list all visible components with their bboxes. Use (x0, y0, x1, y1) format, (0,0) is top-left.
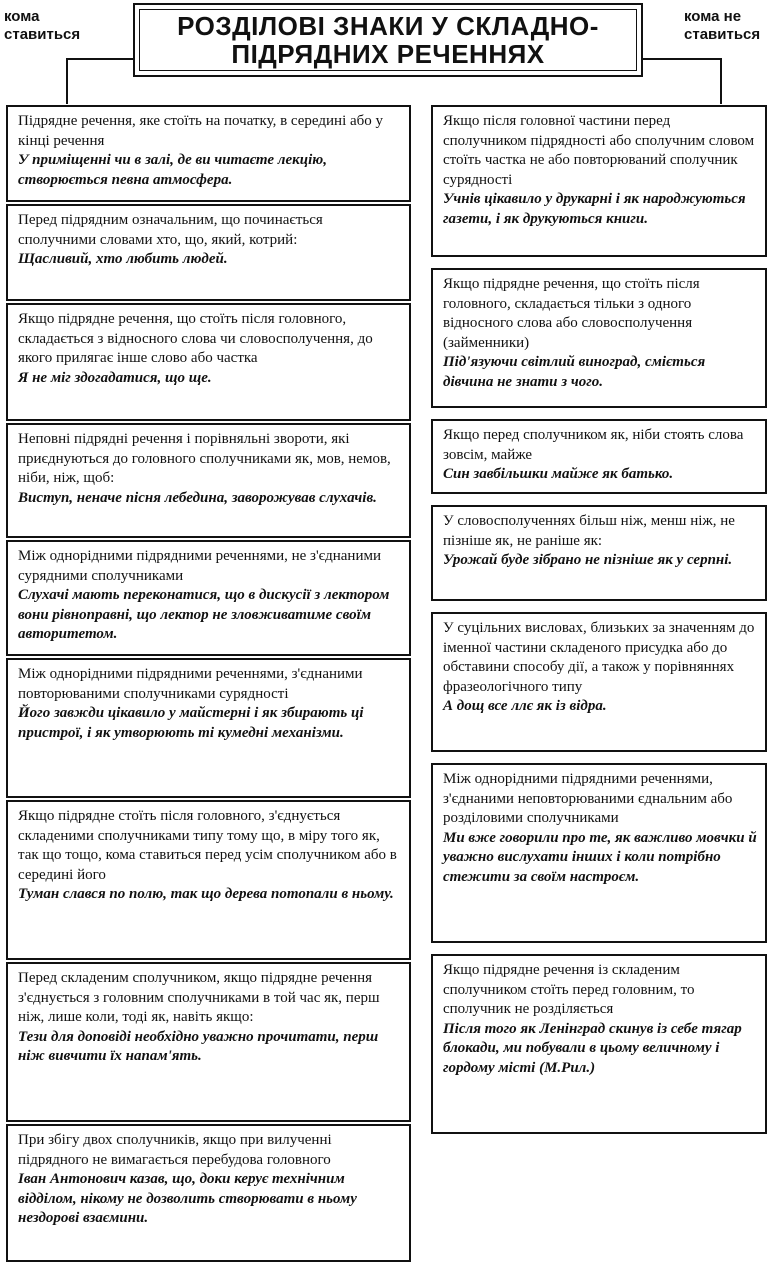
rule-example: Ми вже говорили про те, як важливо мовчки й уважно вислухати інших і коли потрібно стежити за своїм настроєм. (443, 829, 757, 885)
rule-text: Перед підрядним означальним, що починається сполучними словами хто, що, який, котрий: (18, 212, 323, 248)
left-connector (66, 58, 135, 104)
right-connector (643, 58, 722, 104)
left-column (6, 105, 411, 1262)
rule-box (6, 800, 411, 960)
rule-box (431, 954, 767, 1134)
rule-example: Щасливий, хто любить людей. (18, 251, 228, 267)
rule-box (6, 303, 411, 421)
rule-box (6, 962, 411, 1122)
title-line-2: ПІДРЯДНИХ РЕЧЕННЯХ (231, 39, 545, 69)
rule-text: Якщо підрядне речення, що стоїть після головного, складається з відносного слова чи словосполучення, до якого прилягає інше слово або частка (18, 311, 373, 366)
rule-text: Між однорідними підрядними реченнями, з'єднаними неповторюваними єднальним або розділовими сполучниками (443, 771, 733, 826)
rule-box (431, 105, 767, 257)
rule-box (6, 540, 411, 656)
rule-text: Перед складеним сполучником, якщо підрядне речення з'єднується з головним сполучниками в той час як, перш ніж, лише коли, тоді як, навіть якщо: (18, 970, 380, 1025)
rule-text: Якщо перед сполучником як, ніби стоять слова зовсім, майже (443, 427, 744, 463)
left-heading: кома ставиться (4, 8, 81, 43)
page-title (139, 9, 637, 71)
rule-box (431, 612, 767, 752)
rule-text: Якщо підрядне речення із складеним сполучником стоїть перед головним, то сполучник не розділяється (443, 962, 695, 1017)
rule-text: Неповні підрядні речення і порівняльні звороти, які приєднуються до головного сполучниками як, мов, немов, ніби, ніж, щоб: (18, 431, 391, 486)
rule-box (6, 1124, 411, 1262)
rule-box (431, 763, 767, 943)
rule-example: Слухачі мають переконатися, що в дискусії з лектором вони рівноправні, що лектор не зловживатиме своїм авторитетом. (18, 587, 390, 642)
rule-box (431, 419, 767, 494)
rule-text: Між однорідними підрядними реченнями, з'єднаними повторюваними сполучниками сурядності (18, 666, 363, 702)
rule-example: Урожай буде зібрано не пізніше як у серпні. (443, 552, 733, 568)
rule-text: Якщо підрядне речення, що стоїть після головного, складається тільки з одного відносного слова або словосполучення (займенники) (443, 276, 700, 351)
rule-example: Тези для доповіді необхідно уважно прочитати, перш ніж вивчити їх напам'ять. (18, 1028, 379, 1064)
rule-box (431, 505, 767, 601)
title-line-1: РОЗДІЛОВІ ЗНАКИ У СКЛАДНО- (177, 11, 599, 41)
rule-text: Якщо після головної частини перед сполучником підрядності або сполучним словом стоїть частка не або повторюваний сполучник сурядності (443, 113, 755, 188)
rule-example: Іван Антонович казав, що, доки керує технічним відділом, нікому не дозволить створювати в ньому нездорові взаємини. (18, 1171, 357, 1226)
rule-box (6, 204, 411, 301)
rule-example: Після того як Ленінград скинув із себе тягар блокади, ми побували в цьому величному і гордому місті (М.Рил.) (443, 1020, 742, 1076)
rule-box (6, 105, 411, 202)
right-column (431, 105, 767, 1134)
rule-box (431, 268, 767, 408)
rule-text: У суцільних висловах, близьких за значенням до іменної частини складеного присудка або до обставини способу дії, а також у порівняннях фразеологічного типу (443, 620, 755, 695)
rule-text: Якщо підрядне стоїть після головного, з'єднується складеними сполучниками типу тому що, в міру того як, так що тощо, кома ставиться перед усім сполучником або в середині його (18, 808, 397, 883)
rule-example: Син завбільшки майже як батько. (443, 466, 674, 482)
rule-example: Туман слався по полю, так що дерева потопали в ньому. (18, 886, 394, 902)
rule-example: А дощ все ллє як із відра. (443, 698, 607, 714)
rule-example: Я не міг здогадатися, що ще. (18, 369, 212, 386)
rule-example: Учнів цікавило у друкарні і як народжуються газети, і як друкуються книги. (443, 191, 746, 227)
rule-text: При збігу двох сполучників, якщо при вилученні підрядного не вимагається перебудова головного (18, 1132, 332, 1168)
rule-example: Виступ, неначе пісня лебедина, заворожував слухачів. (18, 489, 377, 506)
rule-text: У словосполученнях більш ніж, менш ніж, не пізніше як, не раніше як: (443, 513, 735, 549)
rule-text: Між однорідними підрядними реченнями, не з'єднаними сурядними сполучниками (18, 548, 382, 584)
rule-text: Підрядне речення, яке стоїть на початку, в середині або у кінці речення (18, 113, 384, 149)
rule-box (6, 658, 411, 798)
right-heading: кома не ставиться (684, 8, 761, 43)
rule-box (6, 423, 411, 538)
rule-example: Його завжди цікавило у майстерні і як збирають ці пристрої, і як утворюють ті кумедні механізми. (18, 705, 364, 741)
rule-example: У приміщенні чи в залі, де ви читаєте лекцію, створюється певна атмосфера. (18, 152, 327, 188)
title-frame (133, 3, 643, 77)
rule-example: Під'язуючи світлий виноград, сміється дівчина не знати з чого. (443, 354, 706, 390)
